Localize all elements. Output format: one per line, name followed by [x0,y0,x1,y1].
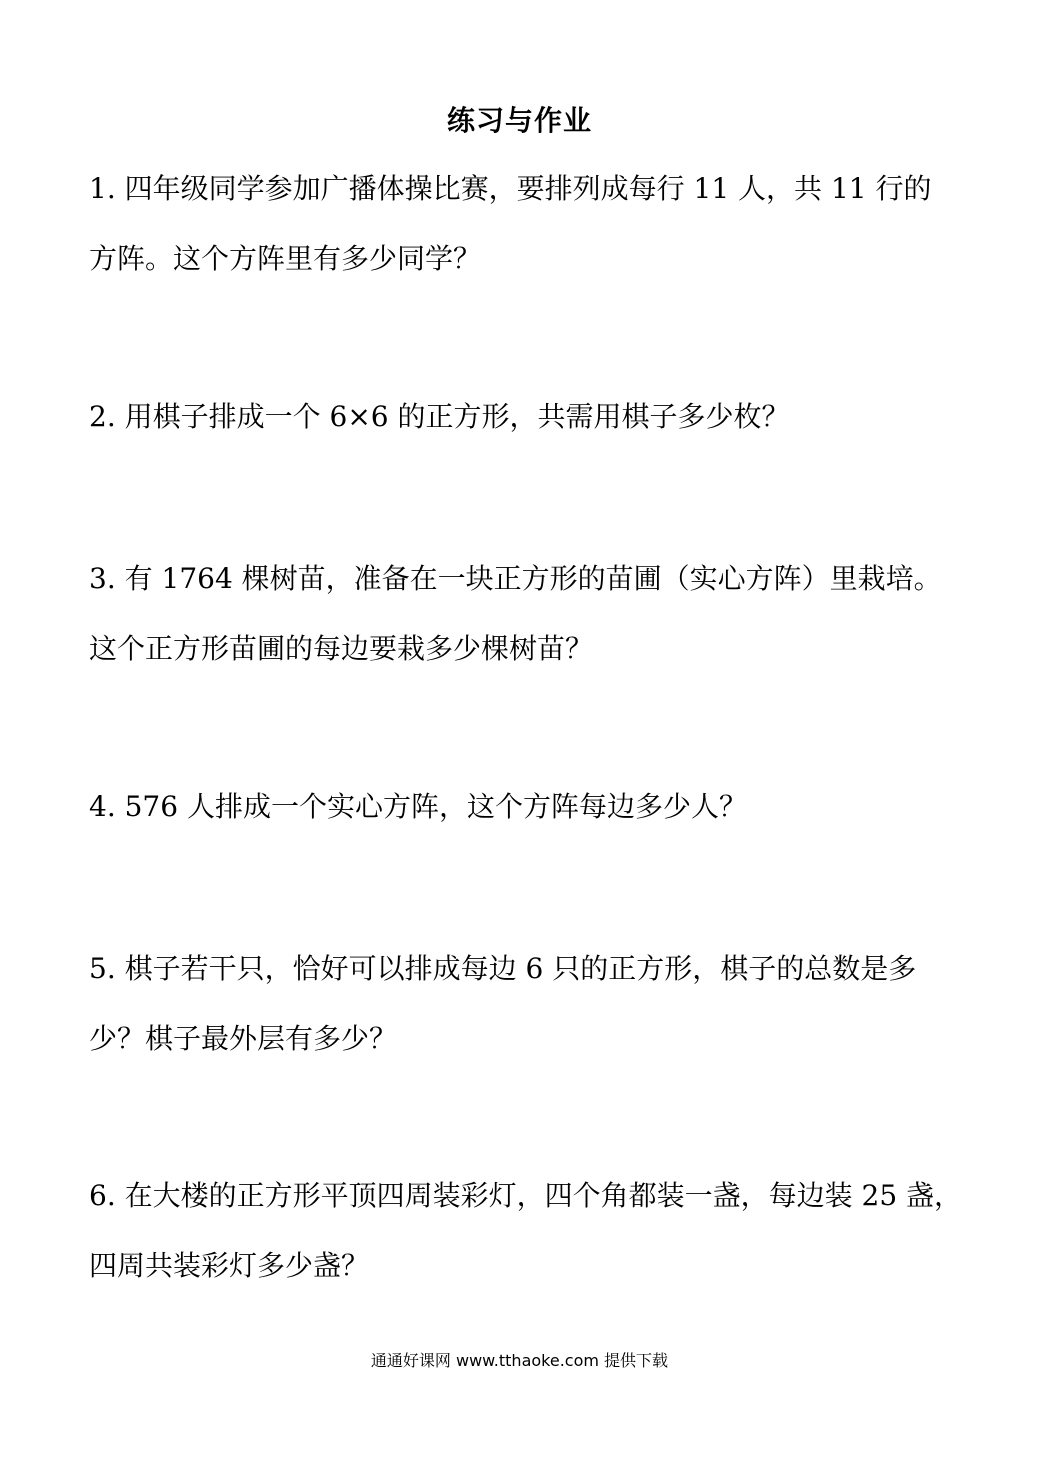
question-2 [89,398,959,435]
question-1-line-2: 方阵。这个方阵里有多少同学？ [89,242,482,275]
question-4 [89,788,959,825]
question-2-line-1: 2. 用棋子排成一个 6×6 的正方形，共需用棋子多少枚？ [89,400,790,433]
question-4-line-1: 4. 576 人排成一个实心方阵，这个方阵每边多少人？ [89,790,747,823]
question-6 [89,1177,963,1284]
question-5 [89,950,959,1057]
question-5-line-1: 5. 棋子若干只，恰好可以排成每边 6 只的正方形，棋子的总数是多 [89,952,917,985]
question-5-line-2: 少？棋子最外层有多少？ [89,1022,398,1055]
page-footer: 通通好课网 www.tthaoke.com 提供下载 [370,1351,669,1370]
question-6-line-2: 四周共装彩灯多少盏？ [89,1249,370,1282]
page-title: 练习与作业 [446,104,592,137]
question-1 [89,170,959,277]
question-3-line-1: 3. 有 1764 棵树苗，准备在一块正方形的苗圃（实心方阵）里栽培。 [89,562,942,595]
question-3-line-2: 这个正方形苗圃的每边要栽多少棵树苗？ [89,632,594,665]
question-6-line-1: 6. 在大楼的正方形平顶四周装彩灯，四个角都装一盏，每边装 25 盏， [89,1179,963,1212]
question-3 [89,560,959,667]
question-1-line-1: 1. 四年级同学参加广播体操比赛，要排列成每行 11 人，共 11 行的 [89,172,932,205]
